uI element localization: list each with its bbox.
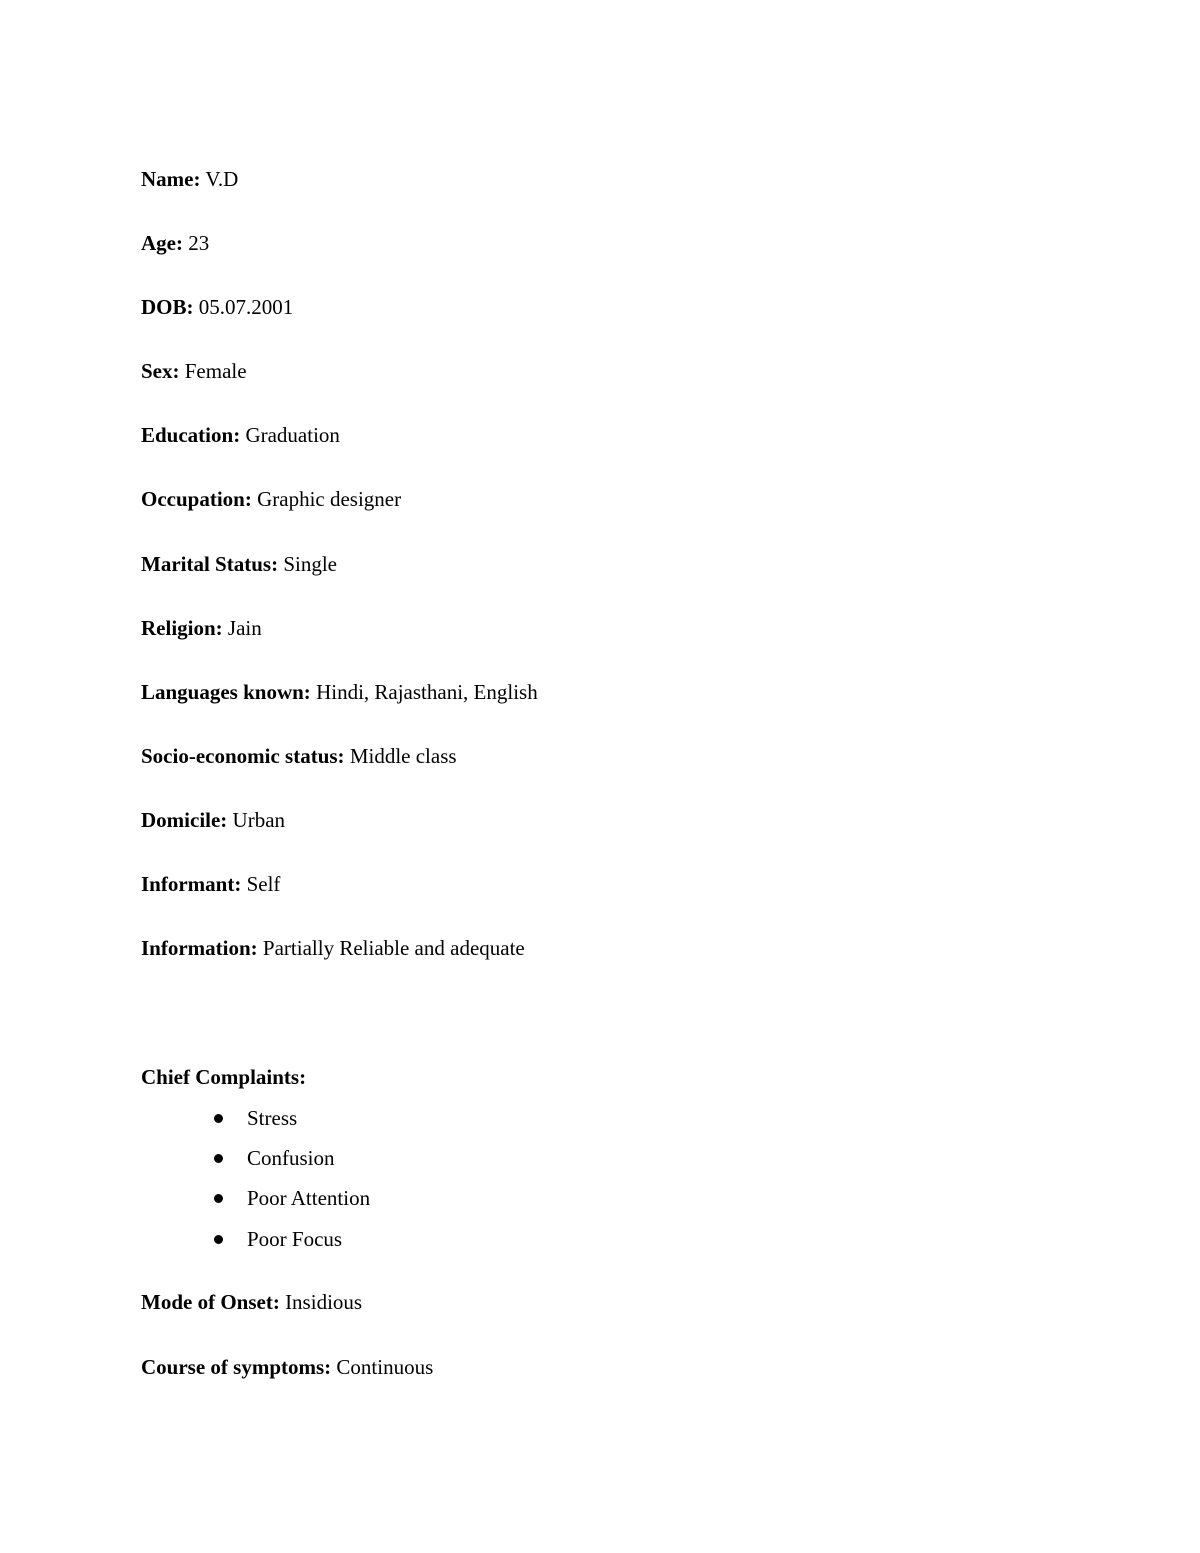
complaint-text: Stress: [247, 1106, 298, 1130]
field-label: DOB:: [141, 295, 194, 319]
field-course-of-symptoms: [141, 1354, 433, 1380]
bullet-icon: [214, 1154, 223, 1163]
field-value: Graduation: [245, 423, 340, 447]
field-domicile: [141, 807, 285, 833]
complaint-text: Poor Focus: [247, 1227, 343, 1251]
field-value: V.D: [205, 167, 239, 191]
chief-complaints-section: [141, 1064, 371, 1251]
field-label: Sex:: [141, 359, 180, 383]
field-value: Self: [246, 872, 281, 896]
field-informant: [141, 871, 280, 897]
field-value: 05.07.2001: [198, 295, 294, 319]
bullet-icon: [214, 1194, 223, 1203]
field-label: Informant:: [141, 872, 242, 896]
complaint-text: Poor Attention: [247, 1186, 371, 1210]
complaint-text: Confusion: [247, 1146, 335, 1170]
field-label: Socio-economic status:: [141, 744, 345, 768]
field-value: Insidious: [285, 1290, 363, 1314]
bullet-icon: [214, 1114, 223, 1123]
field-education: [141, 422, 340, 448]
field-label: Mode of Onset:: [141, 1290, 280, 1314]
field-socio-economic-status: [141, 743, 457, 769]
field-value: Jain: [227, 616, 262, 640]
field-value: Continuous: [336, 1355, 434, 1379]
field-marital-status: [141, 551, 337, 577]
field-languages-known: [141, 679, 538, 705]
field-value: 23: [188, 231, 210, 255]
field-age: [141, 230, 209, 256]
field-label: Information:: [141, 936, 258, 960]
field-mode-of-onset: [141, 1289, 362, 1315]
field-label: Age:: [141, 231, 183, 255]
field-value: Single: [283, 552, 337, 576]
field-value: Partially Reliable and adequate: [262, 936, 525, 960]
field-occupation: [141, 486, 401, 512]
list-item: [247, 1185, 370, 1211]
field-value: Female: [184, 359, 247, 383]
field-label: Name:: [141, 167, 201, 191]
field-sex: [141, 358, 247, 384]
field-label: Religion:: [141, 616, 223, 640]
chief-complaints-heading: Chief Complaints:: [141, 1065, 307, 1089]
field-value: Hindi, Rajasthani, English: [316, 680, 538, 704]
field-value: Graphic designer: [257, 487, 402, 511]
field-information: [141, 935, 525, 961]
list-item: [247, 1145, 335, 1171]
list-item: [247, 1226, 342, 1252]
field-name: [141, 166, 238, 192]
field-label: Marital Status:: [141, 552, 279, 576]
field-label: Education:: [141, 423, 241, 447]
field-dob: [141, 294, 293, 320]
list-item: [247, 1105, 297, 1131]
field-label: Occupation:: [141, 487, 252, 511]
field-label: Course of symptoms:: [141, 1355, 332, 1379]
field-value: Middle class: [349, 744, 457, 768]
bullet-icon: [214, 1235, 223, 1244]
field-religion: [141, 615, 262, 641]
field-value: Urban: [232, 808, 286, 832]
field-label: Languages known:: [141, 680, 311, 704]
field-label: Domicile:: [141, 808, 228, 832]
